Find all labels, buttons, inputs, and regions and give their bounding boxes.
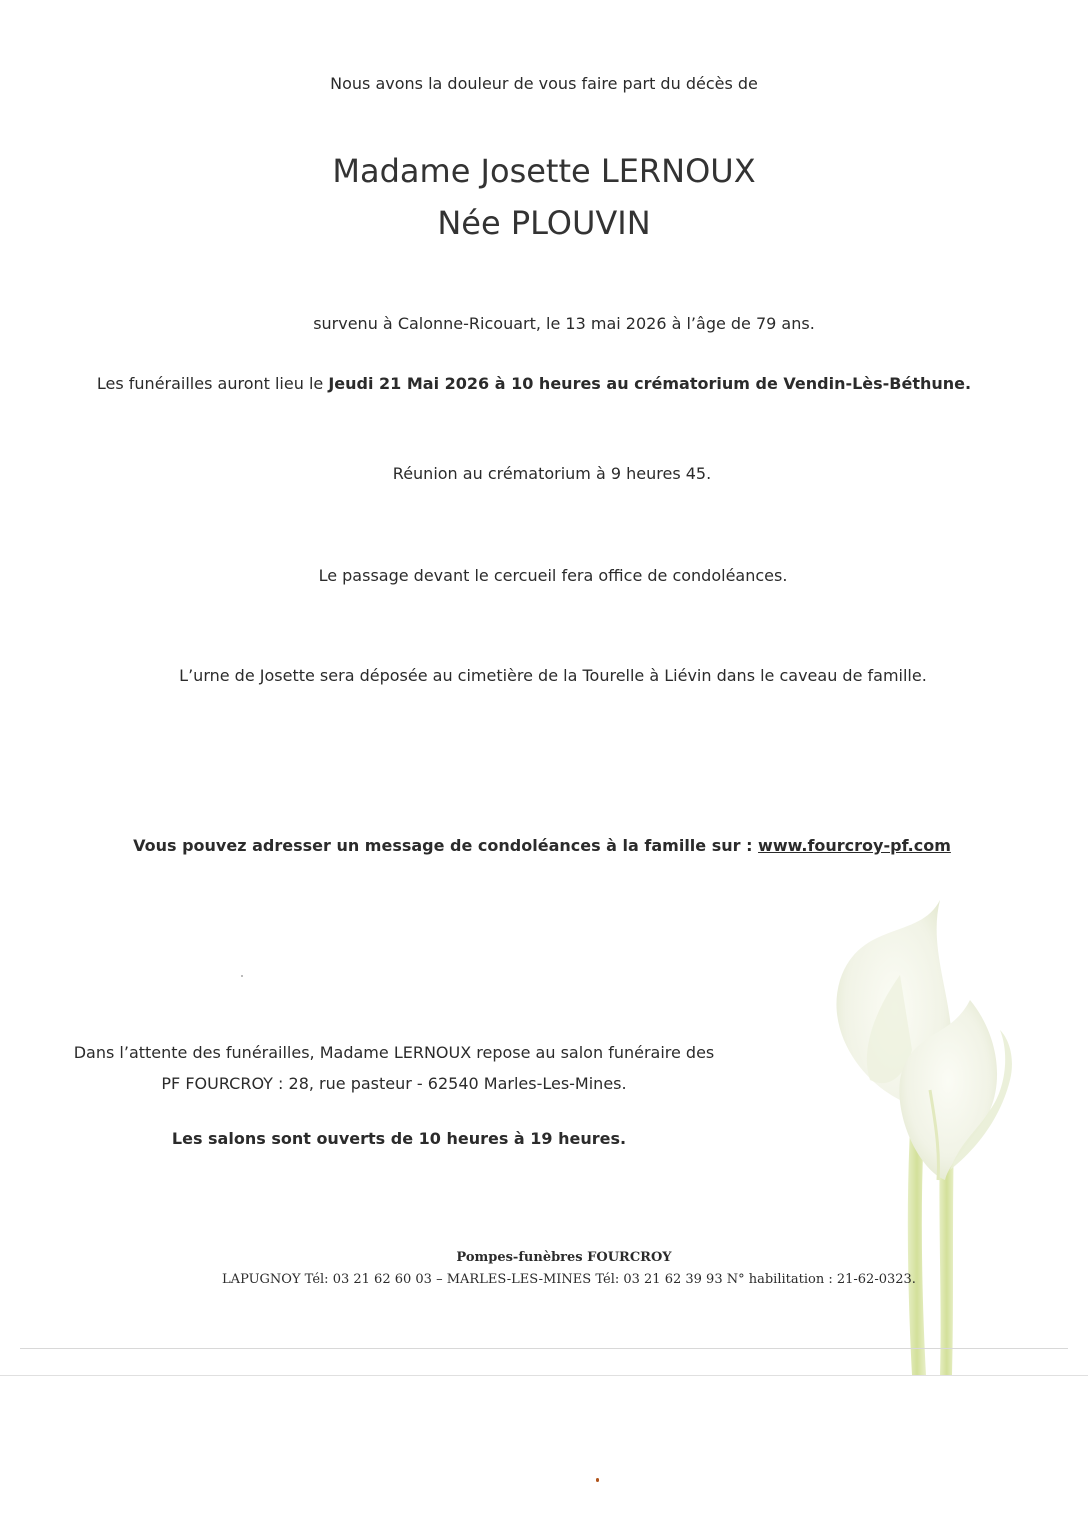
- salon-line-2: PF FOURCROY : 28, rue pasteur - 62540 Marles-Les-Mines.: [161, 1074, 627, 1093]
- meeting-time: Réunion au crématorium à 9 heures 45.: [392, 464, 712, 483]
- online-condolences: [0, 836, 1086, 855]
- salon-line-1: Dans l’attente des funérailles, Madame LERNOUX repose au salon funéraire des: [73, 1043, 715, 1062]
- scan-speck: [241, 975, 243, 977]
- funeral-details: [0, 374, 1078, 393]
- divider-bottom: [0, 1375, 1088, 1376]
- funeral-date-place: Jeudi 21 Mai 2026 à 10 heures au crématorium de Vendin-Lès-Béthune.: [328, 374, 972, 393]
- salon-hours: Les salons sont ouverts de 10 heures à 19 heures.: [171, 1129, 627, 1148]
- condolences-passage: Le passage devant le cercueil fera office de condoléances.: [318, 566, 788, 585]
- maiden-name: Née PLOUVIN: [437, 204, 651, 242]
- intro-text: Nous avons la douleur de vous faire part du décès de: [330, 74, 758, 93]
- funeral-prefix: Les funérailles auront lieu le: [96, 374, 329, 393]
- death-details: survenu à Calonne-Ricouart, le 13 mai 2026 à l’âge de 79 ans.: [313, 314, 815, 333]
- condolences-prefix: Vous pouvez adresser un message de condoléances à la famille sur :: [133, 836, 759, 855]
- deceased-name: Madame Josette LERNOUX: [332, 152, 756, 190]
- funeral-company-name: Pompes-funèbres FOURCROY: [456, 1250, 672, 1265]
- divider-top: [20, 1348, 1068, 1349]
- funeral-company-contact: LAPUGNOY Tél: 03 21 62 60 03 – MARLES-LES-MINES Tél: 03 21 62 39 93 N° habilitation : 21-62-0323.: [222, 1272, 916, 1287]
- urn-details: L’urne de Josette sera déposée au cimetière de la Tourelle à Liévin dans le caveau de famille.: [179, 666, 927, 685]
- scan-speck: [596, 1478, 599, 1482]
- condolences-link[interactable]: www.fourcroy-pf.com: [758, 836, 951, 855]
